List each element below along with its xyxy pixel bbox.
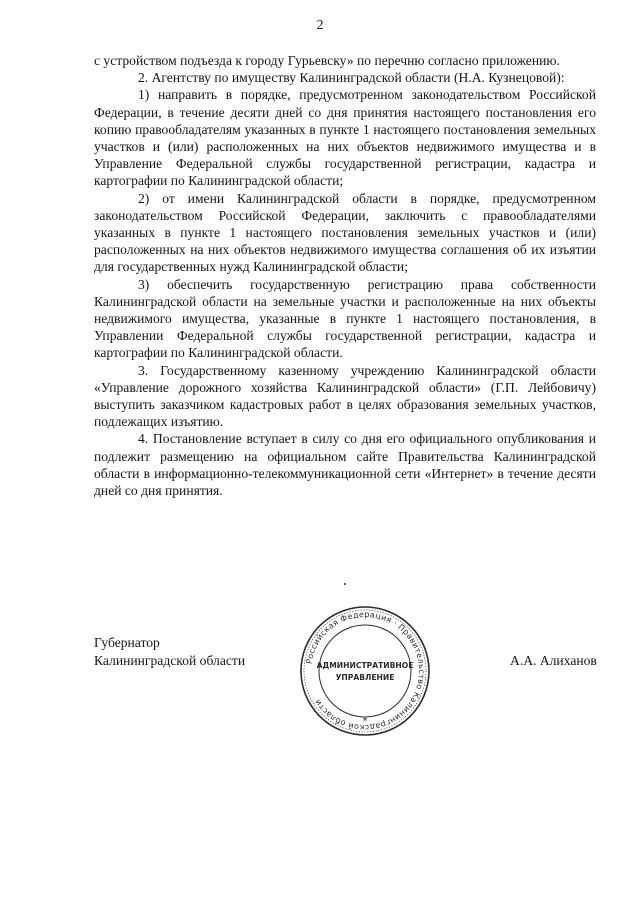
seal-ring-text: Российская Федерация · Правительство Калининградской области (304, 609, 427, 733)
paragraph-item-4: 4. Постановление вступает в силу со дня его официального опубликования и подлежит размещению на официальном сайте Правительства Калининградской области в информационно-телекоммуникационной сети «Интернет» в течение десяти дней со дня принятия. (94, 431, 596, 499)
paragraph-subitem-1: 1) направить в порядке, предусмотренном законодательством Российской Федерации, в течение десяти дней со дня принятия настоящего постановления его копию правообладателям указанных в пункте 1 настоящего постановления земельных участков и (или) расположенных на них объектов недвижимого имущества и в Управление Федеральной службы государственной регистрации, кадастра и картографии по Калининградской области; (94, 87, 596, 189)
stray-dot (344, 583, 346, 585)
paragraph-item-2: 2. Агентству по имуществу Калининградской области (Н.А. Кузнецовой): (138, 70, 565, 86)
paragraph-continuation: с устройством подъезда к городу Гурьевску» по перечню согласно приложению. (94, 53, 560, 68)
document-body (94, 52, 596, 499)
signatory-title (94, 634, 245, 669)
signatory-name: А.А. Алиханов (510, 653, 597, 668)
paragraph-item-3: 3. Государственному казенному учреждению Калининградской области «Управление дорожного хозяйства Калининградской области» (Г.П. Лейбовичу) выступить заказчиком кадастровых работ в целях образования земельных участков, подлежащих изъятию. (94, 362, 596, 430)
official-seal (298, 604, 432, 738)
paragraph-subitem-3: 3) обеспечить государственную регистрацию права собственности Калининградской области на земельные участки и расположенные на них объекты недвижимого имущества, указанные в пункте 1 настоящего постановления, в Управлении Федеральной службы государственной регистрации, кадастра и картографии по Калининградской области. (94, 276, 596, 361)
seal-star: * (362, 716, 368, 727)
signatory-title-line-2: Калининградской области (94, 652, 246, 668)
page-number: 2 (316, 17, 324, 32)
seal-center-line-2: УПРАВЛЕНИЕ (335, 673, 395, 682)
paragraph-subitem-2: 2) от имени Калининградской области в порядке, предусмотренном законодательством Российской Федерации, заключить с правообладателями указанных в пункте 1 настоящего постановления земельных участков и (или) расположенных на них объектов недвижимого имущества соглашения об их изъятии для государственных нужд Калининградской области; (94, 190, 596, 275)
signatory-title-line-1: Губернатор (94, 635, 160, 650)
seal-center-line-1: АДМИНИСТРАТИВНОЕ (316, 661, 414, 670)
